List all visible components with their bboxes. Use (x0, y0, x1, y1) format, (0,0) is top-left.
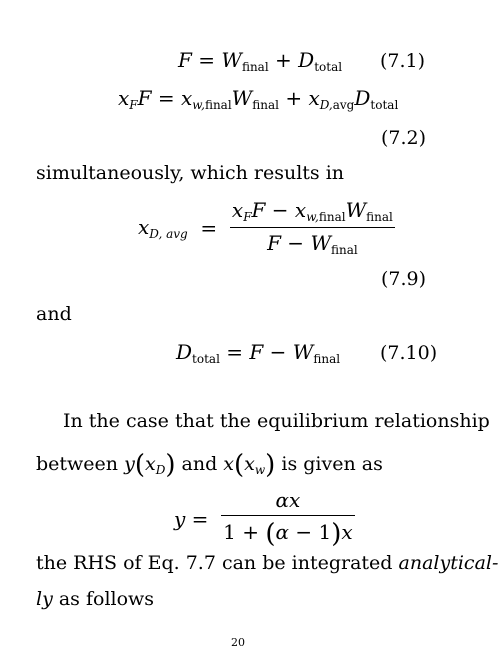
equation-7-2: $x_FF = x_{w,final}W_{final} + x_{D,avg}D_{total}$ (118, 86, 399, 112)
equation-number-7-10: (7.10) (380, 342, 438, 364)
paragraph-line-3 (36, 552, 498, 574)
text-rhs: the RHS of Eq. 7.7 can be integrated (36, 552, 393, 574)
equation-number-7-9: (7.9) (381, 268, 427, 290)
text-line-simultaneously: simultaneously, which results in (36, 162, 345, 184)
equation-number-7-1: (7.1) (380, 50, 426, 72)
equation-number-7-2: (7.2) (381, 127, 427, 149)
text-given: is given as (281, 453, 383, 475)
text-as-follows: as follows (58, 588, 155, 610)
equation-7-9: $x_{D, avg}$ = $\frac{x_FF - x_{w,final}W_{final}}{F - W_{final}}$ (138, 198, 393, 257)
equation-7-1: $F = W_{final} + D_{total}$ (178, 48, 343, 74)
page-number: 20 (231, 636, 245, 649)
text-and: and (36, 303, 72, 325)
paragraph-line-4 (36, 588, 154, 610)
text-analytical: analytical- (398, 552, 498, 574)
text-and-2: and (181, 453, 218, 475)
equation-equilibrium: y = $\frac{\alpha x}{1 + (\alpha - 1)x}$ (174, 488, 353, 549)
text-ly: ly (36, 588, 53, 610)
paragraph-line-2: between $y(x_D)$ and $x(x_w)$ is given as (36, 450, 383, 480)
text-between: between (36, 453, 119, 475)
equation-7-10: $D_{total} = F - W_{final}$ (176, 340, 341, 366)
paragraph-line-1: In the case that the equilibrium relationship (63, 410, 490, 432)
